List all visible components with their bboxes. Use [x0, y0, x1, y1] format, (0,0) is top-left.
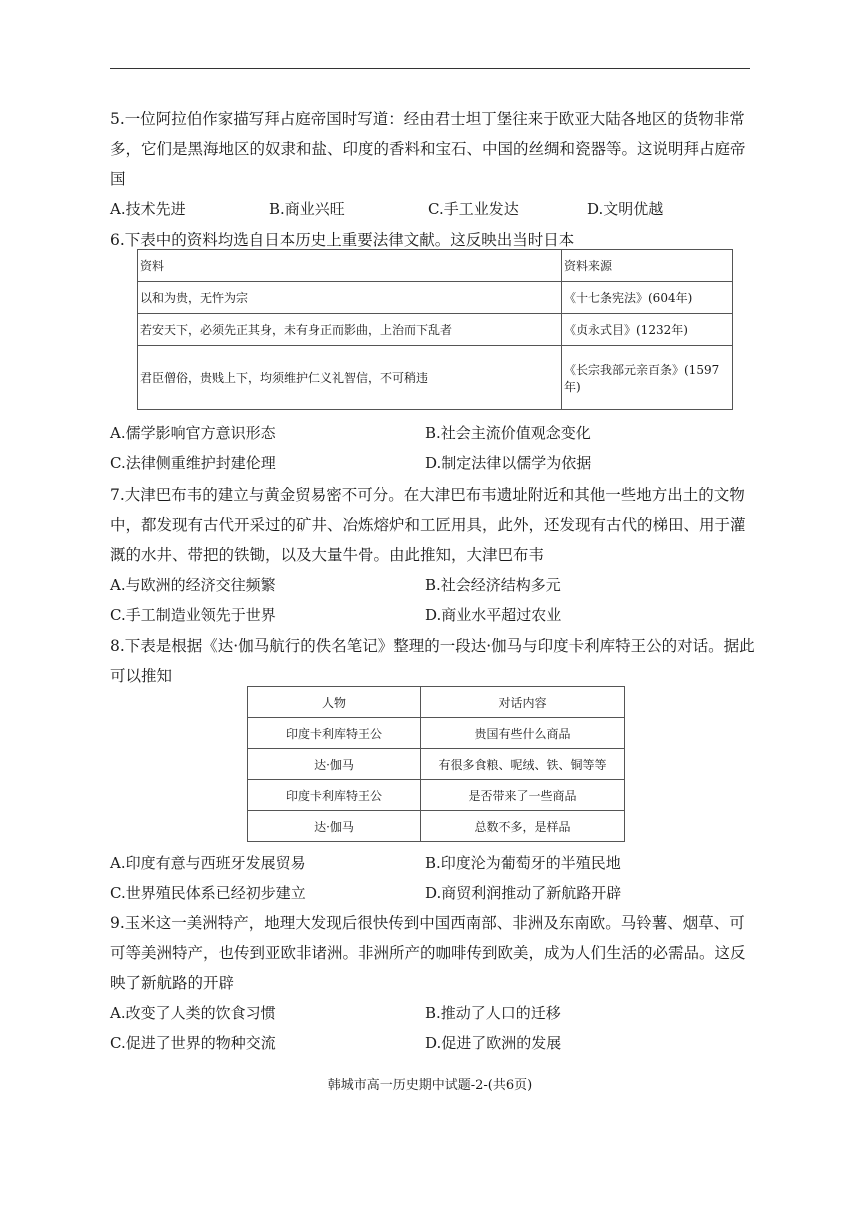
question-stem: 5.一位阿拉伯作家描写拜占庭帝国时写道：经由君士坦丁堡往来于欧亚大陆各地区的货物非常多，它们是黑海地区的奴隶和盐、印度的香料和宝石、中国的丝绸和瓷器等。这说明拜占庭帝国 — [110, 110, 746, 188]
options — [110, 998, 755, 1058]
option-b: B.社会经济结构多元 — [425, 576, 561, 594]
question-stem: 8.下表是根据《达·伽马航行的佚名笔记》整理的一段达·伽马与印度卡利库特王公的对话。据此可以推知 — [110, 637, 755, 685]
question-9 — [110, 908, 755, 1058]
law-table — [137, 249, 733, 410]
option-d: D.文明优越 — [587, 200, 664, 218]
option-d: D.促进了欧洲的发展 — [425, 1034, 562, 1052]
option-c: C.世界殖民体系已经初步建立 — [110, 884, 306, 902]
option-d: D.商业水平超过农业 — [425, 606, 562, 624]
options — [110, 194, 755, 224]
option-a: A.与欧洲的经济交往频繁 — [110, 576, 276, 594]
table-header: 对话内容 — [421, 687, 625, 718]
table-header: 资料来源 — [562, 250, 733, 282]
option-c: C.手工业发达 — [428, 200, 519, 218]
table-cell: 《长宗我部元亲百条》(1597年) — [562, 346, 733, 410]
option-b: B.商业兴旺 — [269, 200, 345, 218]
options — [110, 570, 755, 630]
table-cell: 达·伽马 — [248, 749, 421, 780]
page-footer: 韩城市高一历史期中试题-2-(共6页) — [327, 1078, 533, 1093]
option-c: C.法律侧重维护封建伦理 — [110, 454, 276, 472]
question-stem: 6.下表中的资料均选自日本历史上重要法律文献。这反映出当时日本 — [110, 231, 575, 249]
table-cell: 是否带来了一些商品 — [421, 780, 625, 811]
dialogue-table — [247, 686, 625, 842]
table-cell: 《十七条宪法》(604年) — [562, 282, 733, 314]
table-cell: 印度卡利库特王公 — [248, 718, 421, 749]
option-a: A.儒学影响官方意识形态 — [110, 424, 276, 442]
table-cell: 印度卡利库特王公 — [248, 780, 421, 811]
table-cell: 贵国有些什么商品 — [421, 718, 625, 749]
table-cell: 有很多食粮、呢绒、铁、铜等等 — [421, 749, 625, 780]
option-b: B.推动了人口的迁移 — [425, 1004, 561, 1022]
table-header: 资料 — [138, 250, 562, 282]
option-c: C.手工制造业领先于世界 — [110, 606, 276, 624]
option-a: A.印度有意与西班牙发展贸易 — [110, 854, 306, 872]
table-cell: 若安天下，必须先正其身，未有身正而影曲，上治而下乱者 — [138, 314, 562, 346]
question-stem: 7.大津巴布韦的建立与黄金贸易密不可分。在大津巴布韦遗址附近和其他一些地方出土的文物中，都发现有古代开采过的矿井、冶炼熔炉和工匠用具，此外，还发现有古代的梯田、用于灌溉的水井、带把的铁锄，以及大量牛骨。由此推知，大津巴布韦 — [110, 486, 746, 564]
table-cell: 君臣僧俗，贵贱上下，均须维护仁义礼智信，不可稍违 — [138, 346, 562, 410]
option-b: B.印度沦为葡萄牙的半殖民地 — [425, 854, 621, 872]
option-d: D.商贸利润推动了新航路开辟 — [425, 884, 622, 902]
question-6-options — [110, 418, 755, 478]
option-a: A.技术先进 — [110, 200, 186, 218]
option-b: B.社会主流价值观念变化 — [425, 424, 591, 442]
option-a: A.改变了人类的饮食习惯 — [110, 1004, 276, 1022]
option-d: D.制定法律以儒学为依据 — [425, 454, 592, 472]
table-cell: 总数不多，是样品 — [421, 811, 625, 842]
question-stem: 9.玉米这一美洲特产，地理大发现后很快传到中国西南部、非洲及东南欧。马铃薯、烟草、可可等美洲特产，也传到亚欧非诸洲。非洲所产的咖啡传到欧美，成为人们生活的必需品。这反映了新航路的开辟 — [110, 914, 746, 992]
header-rule — [110, 68, 750, 69]
question-7 — [110, 480, 755, 630]
option-c: C.促进了世界的物种交流 — [110, 1034, 276, 1052]
question-8 — [110, 631, 755, 691]
question-5 — [110, 104, 755, 224]
question-8-options — [110, 848, 755, 908]
table-header: 人物 — [248, 687, 421, 718]
table-cell: 《贞永式目》(1232年) — [562, 314, 733, 346]
table-cell: 以和为贵，无忤为宗 — [138, 282, 562, 314]
table-cell: 达·伽马 — [248, 811, 421, 842]
